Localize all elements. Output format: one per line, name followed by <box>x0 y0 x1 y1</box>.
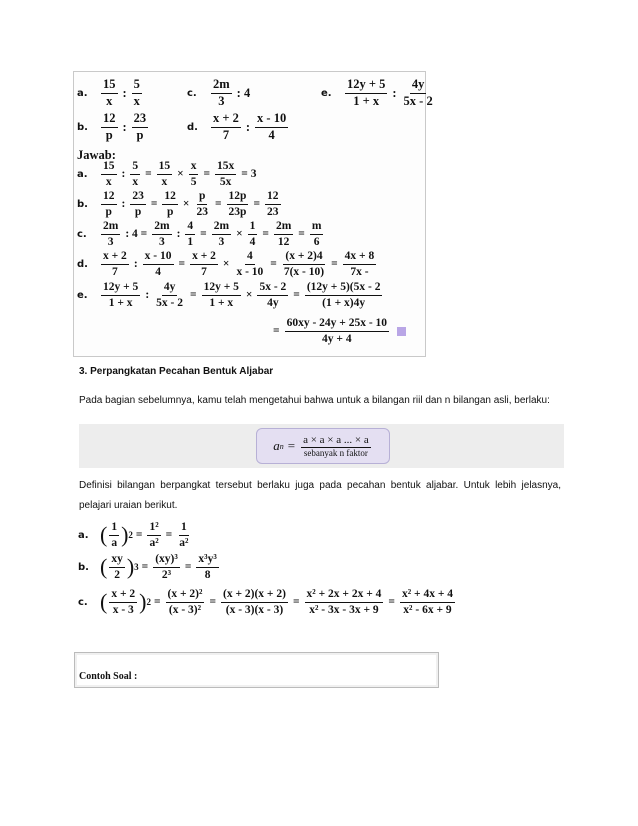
math-operator: × <box>182 198 190 211</box>
formula-exponent: n <box>279 441 284 451</box>
fraction <box>343 250 377 278</box>
denominator: p <box>134 205 142 218</box>
base-fraction <box>109 521 119 549</box>
formula-count: sebanyak n faktor <box>303 447 368 458</box>
denominator: x <box>105 175 112 188</box>
numerator: 2m <box>212 220 231 235</box>
left-paren: ( <box>100 589 108 615</box>
math-operator: = <box>150 198 158 211</box>
denominator: 5 <box>190 175 197 188</box>
math-operator: = <box>273 325 280 338</box>
math-operator: = <box>165 529 173 542</box>
item-label: b. <box>78 561 89 573</box>
denominator: x <box>133 93 140 108</box>
numerator: 23 <box>130 190 146 205</box>
fraction <box>274 220 293 248</box>
item-label: e. <box>321 87 332 99</box>
numerator: 15 <box>101 78 118 94</box>
numerator: 2m <box>274 220 293 235</box>
fraction <box>154 281 185 309</box>
denominator: p <box>136 127 144 142</box>
formula-product: a × a × a ... × a <box>301 434 371 448</box>
denominator: p <box>105 205 112 218</box>
numerator: 4y <box>162 281 178 296</box>
fraction <box>130 190 146 218</box>
numerator: 12 <box>162 190 178 205</box>
denominator: 6 <box>313 235 320 248</box>
math-operator: : <box>121 198 126 211</box>
math-operator: = <box>292 596 300 609</box>
item-label: a. <box>77 87 88 99</box>
exponent: 3 <box>134 562 139 573</box>
numerator: 5 <box>130 160 140 175</box>
numerator: 23 <box>132 112 149 128</box>
power-example <box>78 521 192 549</box>
answer-item <box>77 160 259 188</box>
item-label: b. <box>77 198 88 210</box>
fraction <box>143 250 174 278</box>
numerator: x - 10 <box>255 112 288 128</box>
fraction <box>310 220 324 248</box>
numerator: 1² <box>147 521 160 536</box>
numerator: 12 <box>101 112 118 128</box>
denominator: a <box>111 536 118 549</box>
fraction <box>162 190 178 218</box>
denominator: 4 <box>155 265 161 278</box>
numerator: x³y³ <box>196 553 218 568</box>
fraction <box>400 588 455 616</box>
numerator: 12 <box>265 190 281 205</box>
denominator: 23 <box>196 205 208 218</box>
paragraph-definition: Definisi bilangan berpangkat tersebut berlaku juga pada pecahan bentuk aljabar. Untuk lebih jelasnya, pelajari uraian berikut. <box>79 480 561 511</box>
numerator: 12 <box>101 190 117 205</box>
denominator: 5x - 2 <box>156 296 183 309</box>
math-operator: = <box>200 228 207 241</box>
fraction <box>215 160 236 188</box>
item-label: a. <box>77 168 88 180</box>
fraction <box>130 160 140 188</box>
numerator: 15 <box>157 160 173 175</box>
fraction <box>157 160 173 188</box>
fraction <box>282 250 326 278</box>
fraction <box>101 112 118 143</box>
contoh-soal-box <box>74 652 439 688</box>
denominator: 23 <box>267 205 279 218</box>
fraction <box>132 112 149 143</box>
answer-item <box>270 317 406 345</box>
item-label: c. <box>77 228 87 240</box>
denominator: p <box>166 205 174 218</box>
math-operator: : <box>122 85 127 100</box>
math-operator: : <box>121 168 126 181</box>
denominator: x <box>161 175 168 188</box>
denominator: x - 3 <box>112 603 134 616</box>
left-paren: ( <box>100 554 108 580</box>
fraction <box>227 190 249 218</box>
fraction <box>152 220 171 248</box>
question-item <box>187 112 290 143</box>
math-operator: = <box>262 228 269 241</box>
numerator: (xy)³ <box>153 553 180 568</box>
fraction <box>194 190 210 218</box>
fraction <box>190 250 218 278</box>
denominator: 1 + x <box>108 296 133 309</box>
item-label: b. <box>77 121 88 133</box>
denominator: a² <box>179 536 189 549</box>
item-label: e. <box>77 289 88 301</box>
fraction <box>212 220 231 248</box>
math-operator: = <box>293 289 300 302</box>
denominator: x² - 6x + 9 <box>403 603 452 616</box>
item-label: d. <box>187 121 198 133</box>
numerator: 4 <box>185 220 195 235</box>
fraction <box>234 250 265 278</box>
math-operator: : <box>122 119 127 134</box>
math-operator: : <box>145 289 150 302</box>
answer-item <box>77 190 283 218</box>
question-item <box>321 78 437 109</box>
math-operator: = <box>214 198 222 211</box>
numerator: 60xy - 24y + 25x - 10 <box>285 317 389 332</box>
denominator: 7 <box>222 127 230 142</box>
math-operator: = <box>331 258 338 271</box>
fraction <box>196 553 218 581</box>
denominator: 7 <box>112 265 118 278</box>
jawab-label: Jawab: <box>77 148 116 162</box>
item-label: d. <box>77 258 88 270</box>
fraction <box>177 521 190 549</box>
denominator: 5x <box>219 175 232 188</box>
answer-item <box>77 250 378 278</box>
math-operator: : <box>176 228 181 241</box>
item-label: a. <box>78 529 89 541</box>
numerator: 5 <box>132 78 142 94</box>
numerator: xy <box>109 553 125 568</box>
denominator: x <box>132 175 139 188</box>
fraction <box>285 317 389 345</box>
denominator: 7 <box>201 265 207 278</box>
math-operator: = <box>298 228 305 241</box>
numerator: 12y + 5 <box>345 78 387 94</box>
numerator: 4 <box>245 250 255 265</box>
fraction <box>402 78 435 109</box>
numerator: 5x - 2 <box>257 281 288 296</box>
exponent: 2 <box>146 597 151 608</box>
math-operator: = <box>253 198 260 211</box>
denominator: 4 <box>249 235 256 248</box>
power-example <box>78 553 221 581</box>
numerator: 2m <box>152 220 171 235</box>
edit-marker-icon <box>397 327 406 336</box>
math-operator: × <box>245 289 253 302</box>
denominator: 23p <box>228 205 247 218</box>
math-operator: × <box>236 228 243 241</box>
fraction <box>211 78 232 109</box>
section-heading: 3. Perpangkatan Pecahan Bentuk Aljabar <box>79 366 274 377</box>
math-operator: = <box>178 258 186 271</box>
denominator: 1 + x <box>353 93 380 108</box>
math-operator: = <box>153 596 161 609</box>
fraction <box>101 220 120 248</box>
numerator: x <box>189 160 199 175</box>
numerator: x² + 4x + 4 <box>400 588 455 603</box>
fraction <box>305 588 384 616</box>
contoh-soal-label: Contoh Soal : <box>79 671 138 682</box>
math-operator: = <box>145 168 152 181</box>
fraction <box>345 78 387 109</box>
numerator: 15 <box>101 160 117 175</box>
numerator: 2m <box>211 78 232 94</box>
denominator: p <box>105 127 113 142</box>
math-operator: × <box>177 168 184 181</box>
denominator: 7(x - 10) <box>283 265 325 278</box>
denominator: x - 10 <box>236 265 264 278</box>
math-operator: = <box>135 529 143 542</box>
fraction <box>189 160 199 188</box>
numerator: 2m <box>101 220 120 235</box>
denominator: 4 <box>268 127 275 142</box>
math-operator: × <box>222 258 230 271</box>
fraction <box>248 220 258 248</box>
item-label: c. <box>78 596 88 608</box>
math-operator: = <box>190 289 197 302</box>
math-operator: : 4 <box>236 85 251 100</box>
paragraph-intro: Pada bagian sebelumnya, kamu telah mengetahui bahwa untuk a bilangan riil dan n bilangan asli, berlaku: <box>79 395 550 406</box>
fraction <box>202 281 241 309</box>
denominator: 1 <box>187 235 194 248</box>
denominator: 8 <box>204 568 211 581</box>
power-definition-formula <box>79 424 564 468</box>
math-operator: : <box>245 119 251 134</box>
fraction <box>101 250 129 278</box>
numerator: x + 2 <box>211 112 241 128</box>
answer-item <box>77 220 325 248</box>
numerator: (x + 2)4 <box>283 250 324 265</box>
math-operator: = <box>209 596 217 609</box>
numerator: 1 <box>109 521 119 536</box>
math-operator: = <box>388 596 395 609</box>
math-operator: = <box>270 258 277 271</box>
math-operator: = <box>141 561 149 574</box>
fraction <box>153 553 180 581</box>
answer-item <box>77 281 384 309</box>
fraction <box>211 112 241 143</box>
numerator: 12p <box>227 190 249 205</box>
fraction <box>132 78 142 109</box>
numerator: x² + 2x + 2x + 4 <box>305 588 384 603</box>
denominator: (x - 3)² <box>168 603 202 616</box>
numerator: 12y + 5 <box>101 281 140 296</box>
fraction <box>305 281 383 309</box>
exercise-image <box>73 71 433 357</box>
fraction <box>101 78 118 109</box>
numerator: x - 10 <box>143 250 174 265</box>
base-fraction <box>109 588 137 616</box>
fraction <box>101 281 140 309</box>
question-item <box>77 78 144 109</box>
numerator: x + 2 <box>109 588 137 603</box>
denominator: 3 <box>159 235 165 248</box>
power-example <box>78 588 457 616</box>
numerator: (x + 2)(x + 2) <box>221 588 288 603</box>
denominator: 1 + x <box>209 296 234 309</box>
denominator: 3 <box>107 235 114 248</box>
right-paren: ) <box>126 554 135 580</box>
numerator: 15x <box>215 160 236 175</box>
numerator: x + 2 <box>101 250 129 265</box>
fraction <box>147 521 160 549</box>
denominator: (1 + x)4y <box>322 296 366 309</box>
math-operator: = <box>203 168 211 181</box>
numerator: 4x + 8 <box>343 250 377 265</box>
math-operator: : <box>133 258 138 271</box>
numerator: m <box>310 220 324 235</box>
fraction <box>221 588 288 616</box>
fraction <box>257 281 288 309</box>
base-fraction <box>109 553 125 581</box>
denominator: 3 <box>218 235 225 248</box>
math-operator: : 4 = <box>125 228 148 241</box>
denominator: 2³ <box>161 568 172 581</box>
right-paren: ) <box>139 589 147 615</box>
denominator: a² <box>149 536 159 549</box>
numerator: x + 2 <box>190 250 218 265</box>
question-item <box>77 112 150 143</box>
denominator: x² - 3x - 3x + 9 <box>309 603 379 616</box>
denominator: 3 <box>218 93 225 108</box>
denominator: 5x - 2 <box>403 93 433 108</box>
fraction <box>166 588 205 616</box>
question-item <box>187 78 253 109</box>
fraction <box>265 190 281 218</box>
left-paren: ( <box>100 522 108 548</box>
fraction <box>255 112 288 143</box>
denominator: (x - 3)(x - 3) <box>225 603 284 616</box>
item-label: c. <box>187 87 197 99</box>
math-operator: = <box>184 561 192 574</box>
math-operator: : <box>392 85 397 100</box>
fraction <box>101 160 117 188</box>
numerator: 12y + 5 <box>202 281 241 296</box>
denominator: 4y + 4 <box>322 332 352 345</box>
fraction <box>101 190 117 218</box>
right-paren: ) <box>121 522 129 548</box>
denominator: x <box>106 93 113 108</box>
formula-base: a <box>273 438 280 453</box>
numerator: 4y <box>410 78 427 94</box>
numerator: p <box>197 190 207 205</box>
numerator: 1 <box>179 521 189 536</box>
math-operator: = 3 <box>241 168 257 181</box>
numerator: 1 <box>248 220 258 235</box>
denominator: 2 <box>114 568 120 581</box>
numerator: (12y + 5)(5x - 2 <box>305 281 383 296</box>
denominator: 4y <box>267 296 279 309</box>
denominator: 12 <box>277 235 290 248</box>
formula-card: a n = $\frac{a \times a \times a ... \times a}{\text{sebanyak n faktor}}$ <box>256 428 390 464</box>
numerator: (x + 2)² <box>166 588 205 603</box>
exponent: 2 <box>128 530 133 541</box>
denominator: 7x - <box>350 265 369 278</box>
fraction <box>185 220 195 248</box>
